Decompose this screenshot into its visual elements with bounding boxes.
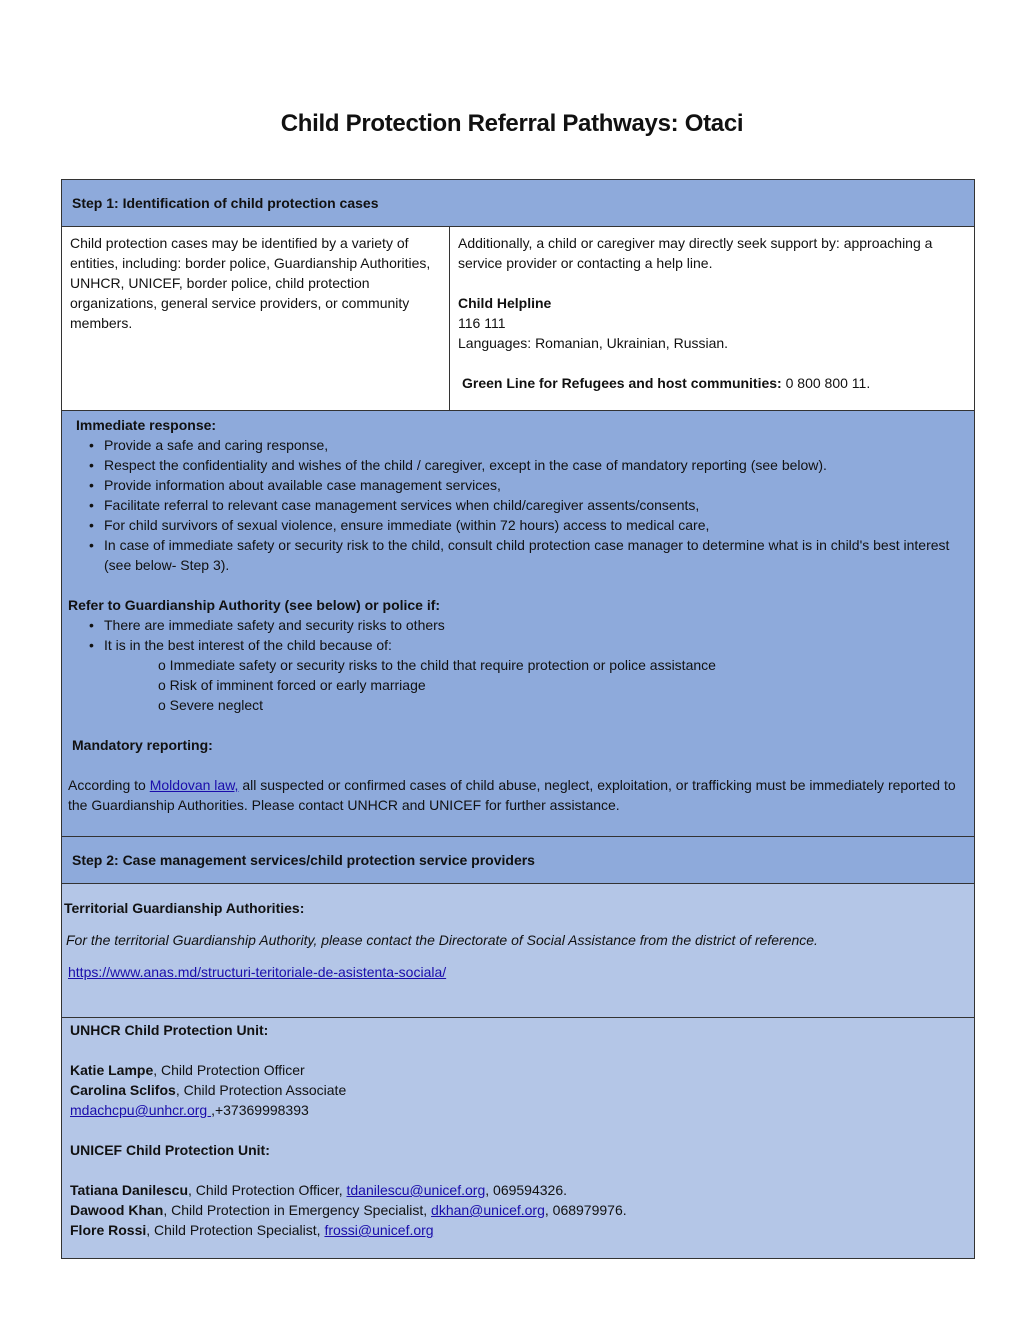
unhcr-email-row — [70, 1100, 966, 1120]
green-line-number: 0 800 800 11. — [781, 375, 871, 391]
refer-sub-item: o Immediate safety or security risks to the child that require protection or police assistance — [158, 657, 716, 673]
list-item: • Provide information about available case management services, — [68, 475, 968, 495]
unicef-contact — [70, 1200, 966, 1220]
contact-email-link[interactable]: dkhan@unicef.org — [431, 1202, 545, 1218]
page-title: Child Protection Referral Pathways: Otaci — [280, 110, 744, 137]
contact-phone: , 069594326. — [485, 1182, 567, 1198]
contact-role: , Child Protection Officer — [153, 1062, 305, 1078]
step2-header: Step 2: Case management services/child protection service providers — [62, 837, 974, 884]
list-item: • For child survivors of sexual violence, ensure immediate (within 72 hours) access to medical care, — [68, 515, 968, 535]
list-item: • Facilitate referral to relevant case management services when child/caregiver assents/consents, — [68, 495, 968, 515]
direct-support-intro: Additionally, a child or caregiver may directly seek support by: approaching a service provider or contacting a help line. — [458, 235, 933, 271]
immediate-response-section — [62, 411, 974, 837]
unhcr-heading: UNHCR Child Protection Unit: — [70, 1022, 269, 1038]
green-line-label: Green Line for Refugees and host communities: — [462, 375, 782, 391]
anas-link[interactable]: https://www.anas.md/structuri-teritoriale-de-asistenta-sociala/ — [68, 964, 447, 980]
contact-name: Carolina Sclifos — [70, 1082, 176, 1098]
refer-sub-item: o Severe neglect — [158, 697, 264, 713]
contact-role: , Child Protection Associate — [175, 1082, 347, 1098]
contact-name: Tatiana Danilescu — [70, 1182, 189, 1198]
list-item: • Respect the confidentiality and wishes of the child / caregiver, except in the case of mandatory reporting (see below). — [68, 455, 968, 475]
contact-role: , Child Protection Officer, — [188, 1182, 347, 1198]
step1-header: Step 1: Identification of child protection cases — [62, 180, 974, 227]
refer-list — [68, 615, 968, 655]
mandatory-prefix: According to — [68, 777, 150, 793]
mandatory-reporting-text — [68, 775, 968, 815]
unicef-heading: UNICEF Child Protection Unit: — [70, 1142, 270, 1158]
helpline-label: Child Helpline — [458, 295, 552, 311]
refer-sub-item: o Risk of imminent forced or early marriage — [158, 677, 426, 693]
unhcr-email-link[interactable]: mdachcpu@unhcr.org — [70, 1102, 212, 1118]
territorial-link-row — [64, 962, 972, 982]
step1-body — [62, 227, 974, 411]
territorial-note: For the territorial Guardianship Authority, please contact the Directorate of Social Assistance from the district of reference. — [66, 932, 818, 948]
contact-name: Dawood Khan — [70, 1202, 164, 1218]
identification-text: Child protection cases may be identified by a variety of entities, including: border police, Guardianship Authorities, UNHCR, UNICEF, border police, child protection organizations, general service providers, or community members. — [62, 227, 450, 410]
list-item: • There are immediate safety and security risks to others — [68, 615, 968, 635]
immediate-response-list — [68, 435, 968, 575]
list-item: • It is in the best interest of the child because of: — [68, 635, 968, 655]
contact-role: , Child Protection Specialist, — [146, 1222, 325, 1238]
unhcr-phone: ,+37369998393 — [211, 1102, 309, 1118]
unicef-contact — [70, 1180, 966, 1200]
refer-heading: Refer to Guardianship Authority (see below) or police if: — [68, 597, 441, 613]
mandatory-body: all suspected or confirmed cases of child abuse, neglect, exploitation, or trafficking must be immediately reported to the Guardianship Authorities. Please contact UNHCR and UNICEF for further assistance. — [68, 777, 956, 813]
immediate-response-heading: Immediate response: — [76, 417, 217, 433]
green-line — [458, 373, 966, 393]
contacts-section — [62, 1018, 974, 1258]
referral-table — [61, 179, 975, 1259]
contact-phone: , 068979976. — [544, 1202, 627, 1218]
territorial-heading: Territorial Guardianship Authorities: — [64, 900, 305, 916]
territorial-section — [62, 884, 974, 1018]
mandatory-reporting-heading: Mandatory reporting: — [72, 737, 213, 753]
helpline-number: 116 111 — [458, 315, 506, 331]
helpline-languages: Languages: Romanian, Ukrainian, Russian. — [458, 335, 729, 351]
contact-name: Flore Rossi — [70, 1222, 147, 1238]
unhcr-contact — [70, 1080, 966, 1100]
direct-support-cell — [450, 227, 974, 410]
contact-role: , Child Protection in Emergency Specialist, — [163, 1202, 432, 1218]
contact-email-link[interactable]: tdanilescu@unicef.org — [346, 1182, 486, 1198]
contact-email-link[interactable]: frossi@unicef.org — [324, 1222, 434, 1238]
contact-name: Katie Lampe — [70, 1062, 154, 1078]
list-item: • Provide a safe and caring response, — [68, 435, 968, 455]
unhcr-contact — [70, 1060, 966, 1080]
list-item: • In case of immediate safety or security risk to the child, consult child protection case manager to determine what is in child's best interest (see below- Step 3). — [68, 535, 968, 575]
unicef-contact — [70, 1220, 966, 1240]
moldovan-law-link[interactable]: Moldovan law, — [149, 777, 239, 793]
